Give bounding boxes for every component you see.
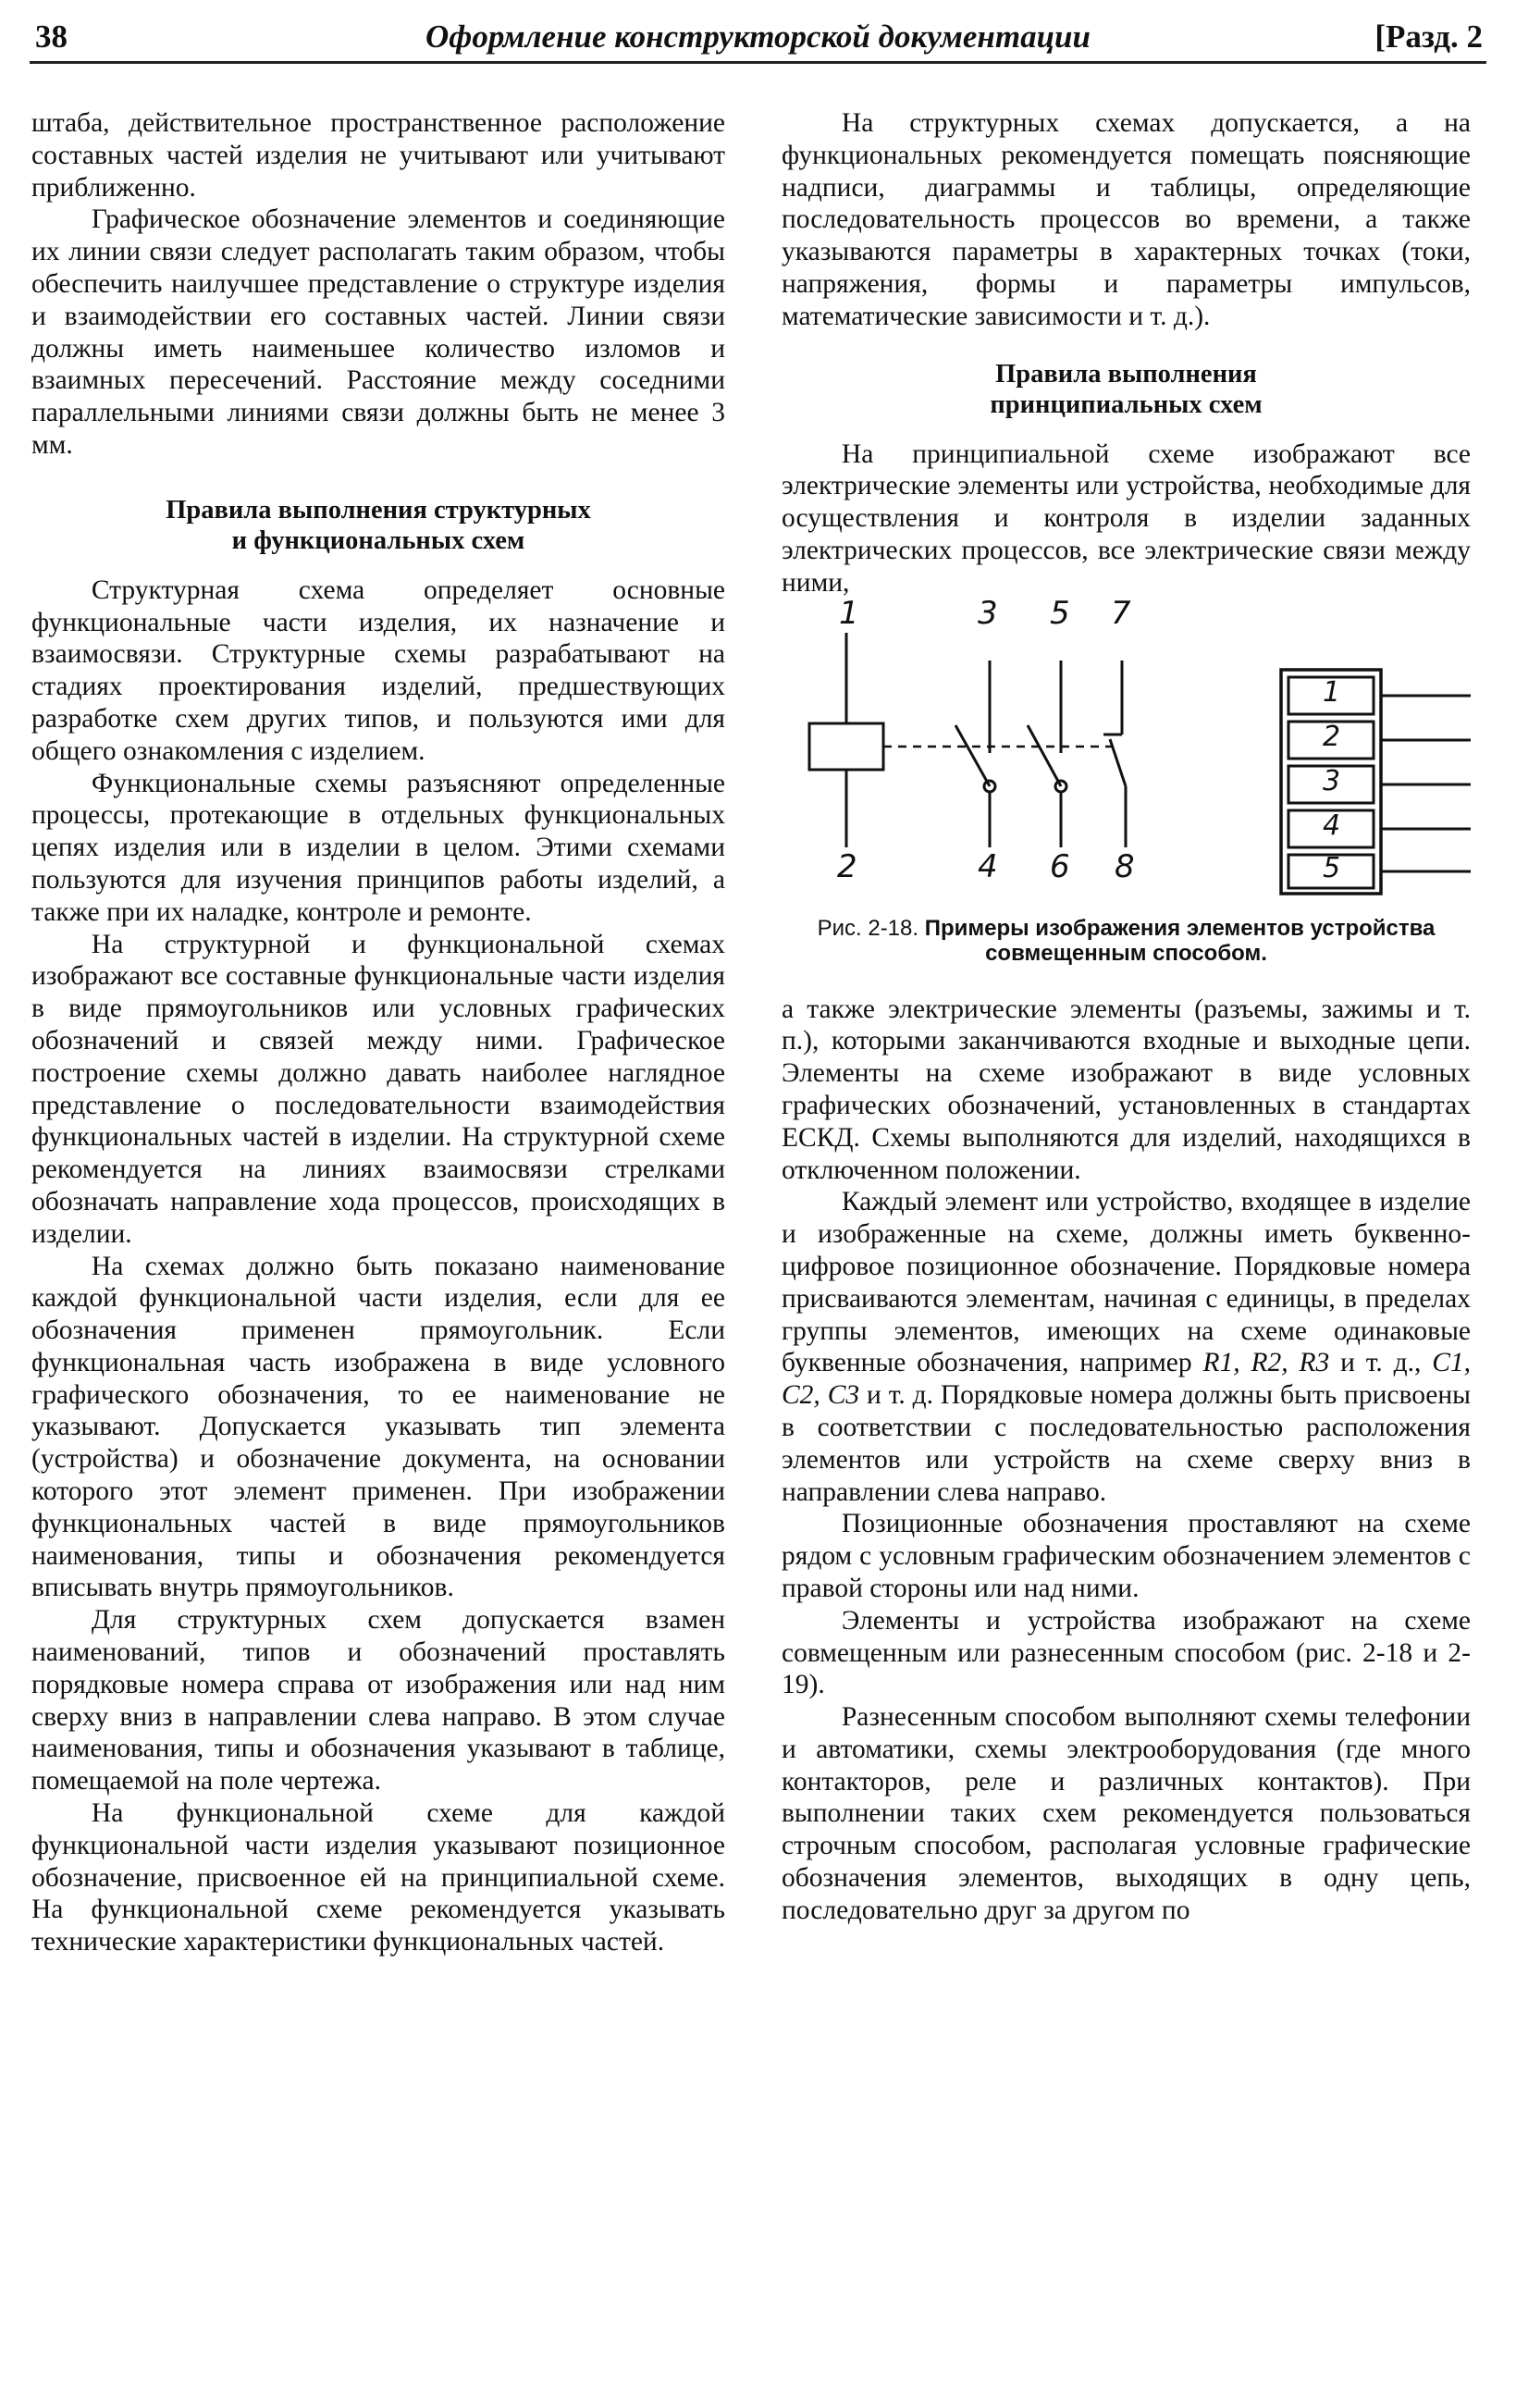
text-run: и т. д., [1329,1348,1433,1378]
caption-text: Примеры изображения элементов устройства совмещенным способом. [924,915,1436,966]
terminal-label: 2 [837,847,857,885]
contact-5-6-blade [1028,725,1061,786]
heading-line: и функциональных схем [231,525,525,555]
text-run: Каждый элемент или устройство, входящее в изделие и изображенные на схеме, должны иметь буквенно-цифровое позиционное обозначение. Порядковые номера присваиваются элементам, начиная с единицы, в пределах группы элементов, имеющих на схеме одинаковые буквенные обозначения, например [782,1187,1471,1378]
paragraph: На функциональной схеме для каждой функциональной части изделия указывают позиционное обозначение, присвоенное ей на принципиальной схеме. На функциональной схеме рекомендуется указывать технические характеристики функциональных частей. [31,1798,725,1957]
figure-caption [782,916,1471,966]
running-title: Оформление конструкторской документации [425,19,1091,55]
paragraph: штаба, действительное пространственное расположение составных частей изделия не учитывают или учитывают приближенно. [31,108,725,203]
paragraph: На структурных схемах допускается, а на функциональных рекомендуется помещать поясняющие надписи, диаграммы и таблицы, определяющие последовательность процессов во времени, а также указываются параметры в характерных точках (токи, напряжения, формы и параметры импульсов, математические зависимости и т. д.). [782,108,1471,331]
terminal-label: 3 [978,594,998,632]
designation-c1: C1, [1432,1348,1472,1378]
paragraph: Для структурных схем допускается взамен наименований, типов и обозначений проставлять порядковые номера справа от изображения или над ним сверху вниз в направлении слева направо. В этом случае наименования, типы и обозначения указывают в таблице, помещаемой на поле чертежа. [31,1605,725,1797]
paragraph: Структурная схема определяет основные функциональные части изделия, их назначение и взаимосвязи. Структурные схемы разрабатывают на стадиях проектирования изделий, предшествующих разработке схем других типов, и пользуются ими для общего ознакомления с изделием. [31,574,725,766]
designation-r2: R2, [1251,1348,1288,1378]
text-run: и т. д. Порядковые номера должны быть присвоены в соответствии с последовательностью расположения элементов или устройств на схеме сверху вниз в направлении слева направо. [782,1380,1472,1507]
page-header [30,15,1486,64]
designation-c3: C3 [827,1380,860,1411]
paragraph: Разнесенным способом выполняют схемы телефонии и автоматики, схемы электрооборудования (где много контакторов, реле и различных контактов). При выполнении таких схем рекомендуется пользоваться строчным способом, располагая условные графические обозначения элементов, выходящих в одну цепь, последовательно друг за другом по [782,1702,1471,1925]
terminal-label: 5 [1050,594,1070,632]
contact-3-4-blade [955,725,990,786]
designation-r1: R1, [1202,1348,1240,1378]
connector-pin-label: 4 [1323,809,1341,842]
paragraph [782,1186,1471,1508]
section-heading [782,359,1471,420]
right-column [782,107,1471,1927]
paragraph: Графическое обозначение элементов и соединяющие их линии связи следует располагать таким образом, чтобы обеспечить наилучшее представление о структуре изделия и взаимодействии его составных частей. Линии связи должны иметь наименьшее количество изломов и взаимных пересечений. Расстояние между соседними параллельными линиями связи должны быть не менее 3 мм. [31,204,725,460]
page-number: 38 [35,19,68,55]
section-label: [Разд. 2 [1374,19,1483,55]
figure-2-18 [782,594,1471,994]
section-heading [31,495,725,556]
designation-c2: C2, [782,1380,820,1411]
paragraph: Элементы и устройства изображают на схеме совмещенным или разнесенным способом (рис. 2-18 и 2-19). [782,1605,1471,1700]
heading-line: Правила выполнения [995,359,1257,389]
designation-r3: R3 [1299,1348,1330,1378]
connector-pin-label: 5 [1323,851,1341,884]
terminal-label: 4 [978,847,998,885]
left-column [31,107,725,1958]
terminal-label: 6 [1050,847,1070,885]
contact-7-8-blade [1110,739,1126,786]
connector-pin-label: 2 [1323,720,1341,753]
paragraph: На структурной и функциональной схемах изображают все составные функциональные части изделия в виде прямоугольников или условных графических обозначений и связей между ними. Графическое построение схемы должно давать наиболее наглядное представление о последовательности взаимодействия функциональных частей в изделии. На структурной схеме рекомендуется на линиях взаимосвязи стрелками обозначать направление хода процессов, происходящих в изделии. [31,929,725,1249]
paragraph: Функциональные схемы разъясняют определенные процессы, протекающие в отдельных функциональных цепях изделия или в изделии в целом. Этими схемами пользуются для изучения принципов работы изделий, а также при их наладке, контроле и ремонте. [31,768,725,927]
terminal-label: 7 [1111,594,1131,632]
connector-pin-label: 3 [1323,764,1341,797]
paragraph: На принципиальной схеме изображают все электрические элементы или устройства, необходимые для осуществления и контроля в изделии заданных электрических процессов, все электрические связи между ними, [782,438,1471,598]
caption-number: Рис. 2-18. [817,915,919,941]
paragraph: На схемах должно быть показано наименование каждой функциональной части изделия, если для ее обозначения применен прямоугольник. Если функциональная часть изображена в виде условного графического обозначения, то ее наименование не указывают. Допускается указывать тип элемента (устройства) и обозначение документа, на основании которого этот элемент применен. При изображении функциональных частей в виде прямоугольников наименования, типы и обозначения рекомендуется вписывать внутрь прямоугольников. [31,1251,725,1603]
paragraph: Позиционные обозначения проставляют на схеме рядом с условным графическим обозначением элементов с правой стороны или над ними. [782,1509,1471,1603]
relay-coil [809,723,883,770]
paragraph: а также электрические элементы (разъемы, зажимы и т. п.), которыми заканчиваются входные и выходные цепи. Элементы на схеме изображают в виде условных графических обозначений, установленных в стандартах ЕСКД. Схемы выполняются для изделий, находящихся в отключенном положении. [782,994,1471,1185]
heading-line: Правила выполнения структурных [166,495,591,525]
heading-line: принципиальных схем [990,389,1263,419]
connector-pin-label: 1 [1323,675,1341,709]
terminal-label: 8 [1115,847,1135,885]
terminal-label: 1 [839,594,859,632]
